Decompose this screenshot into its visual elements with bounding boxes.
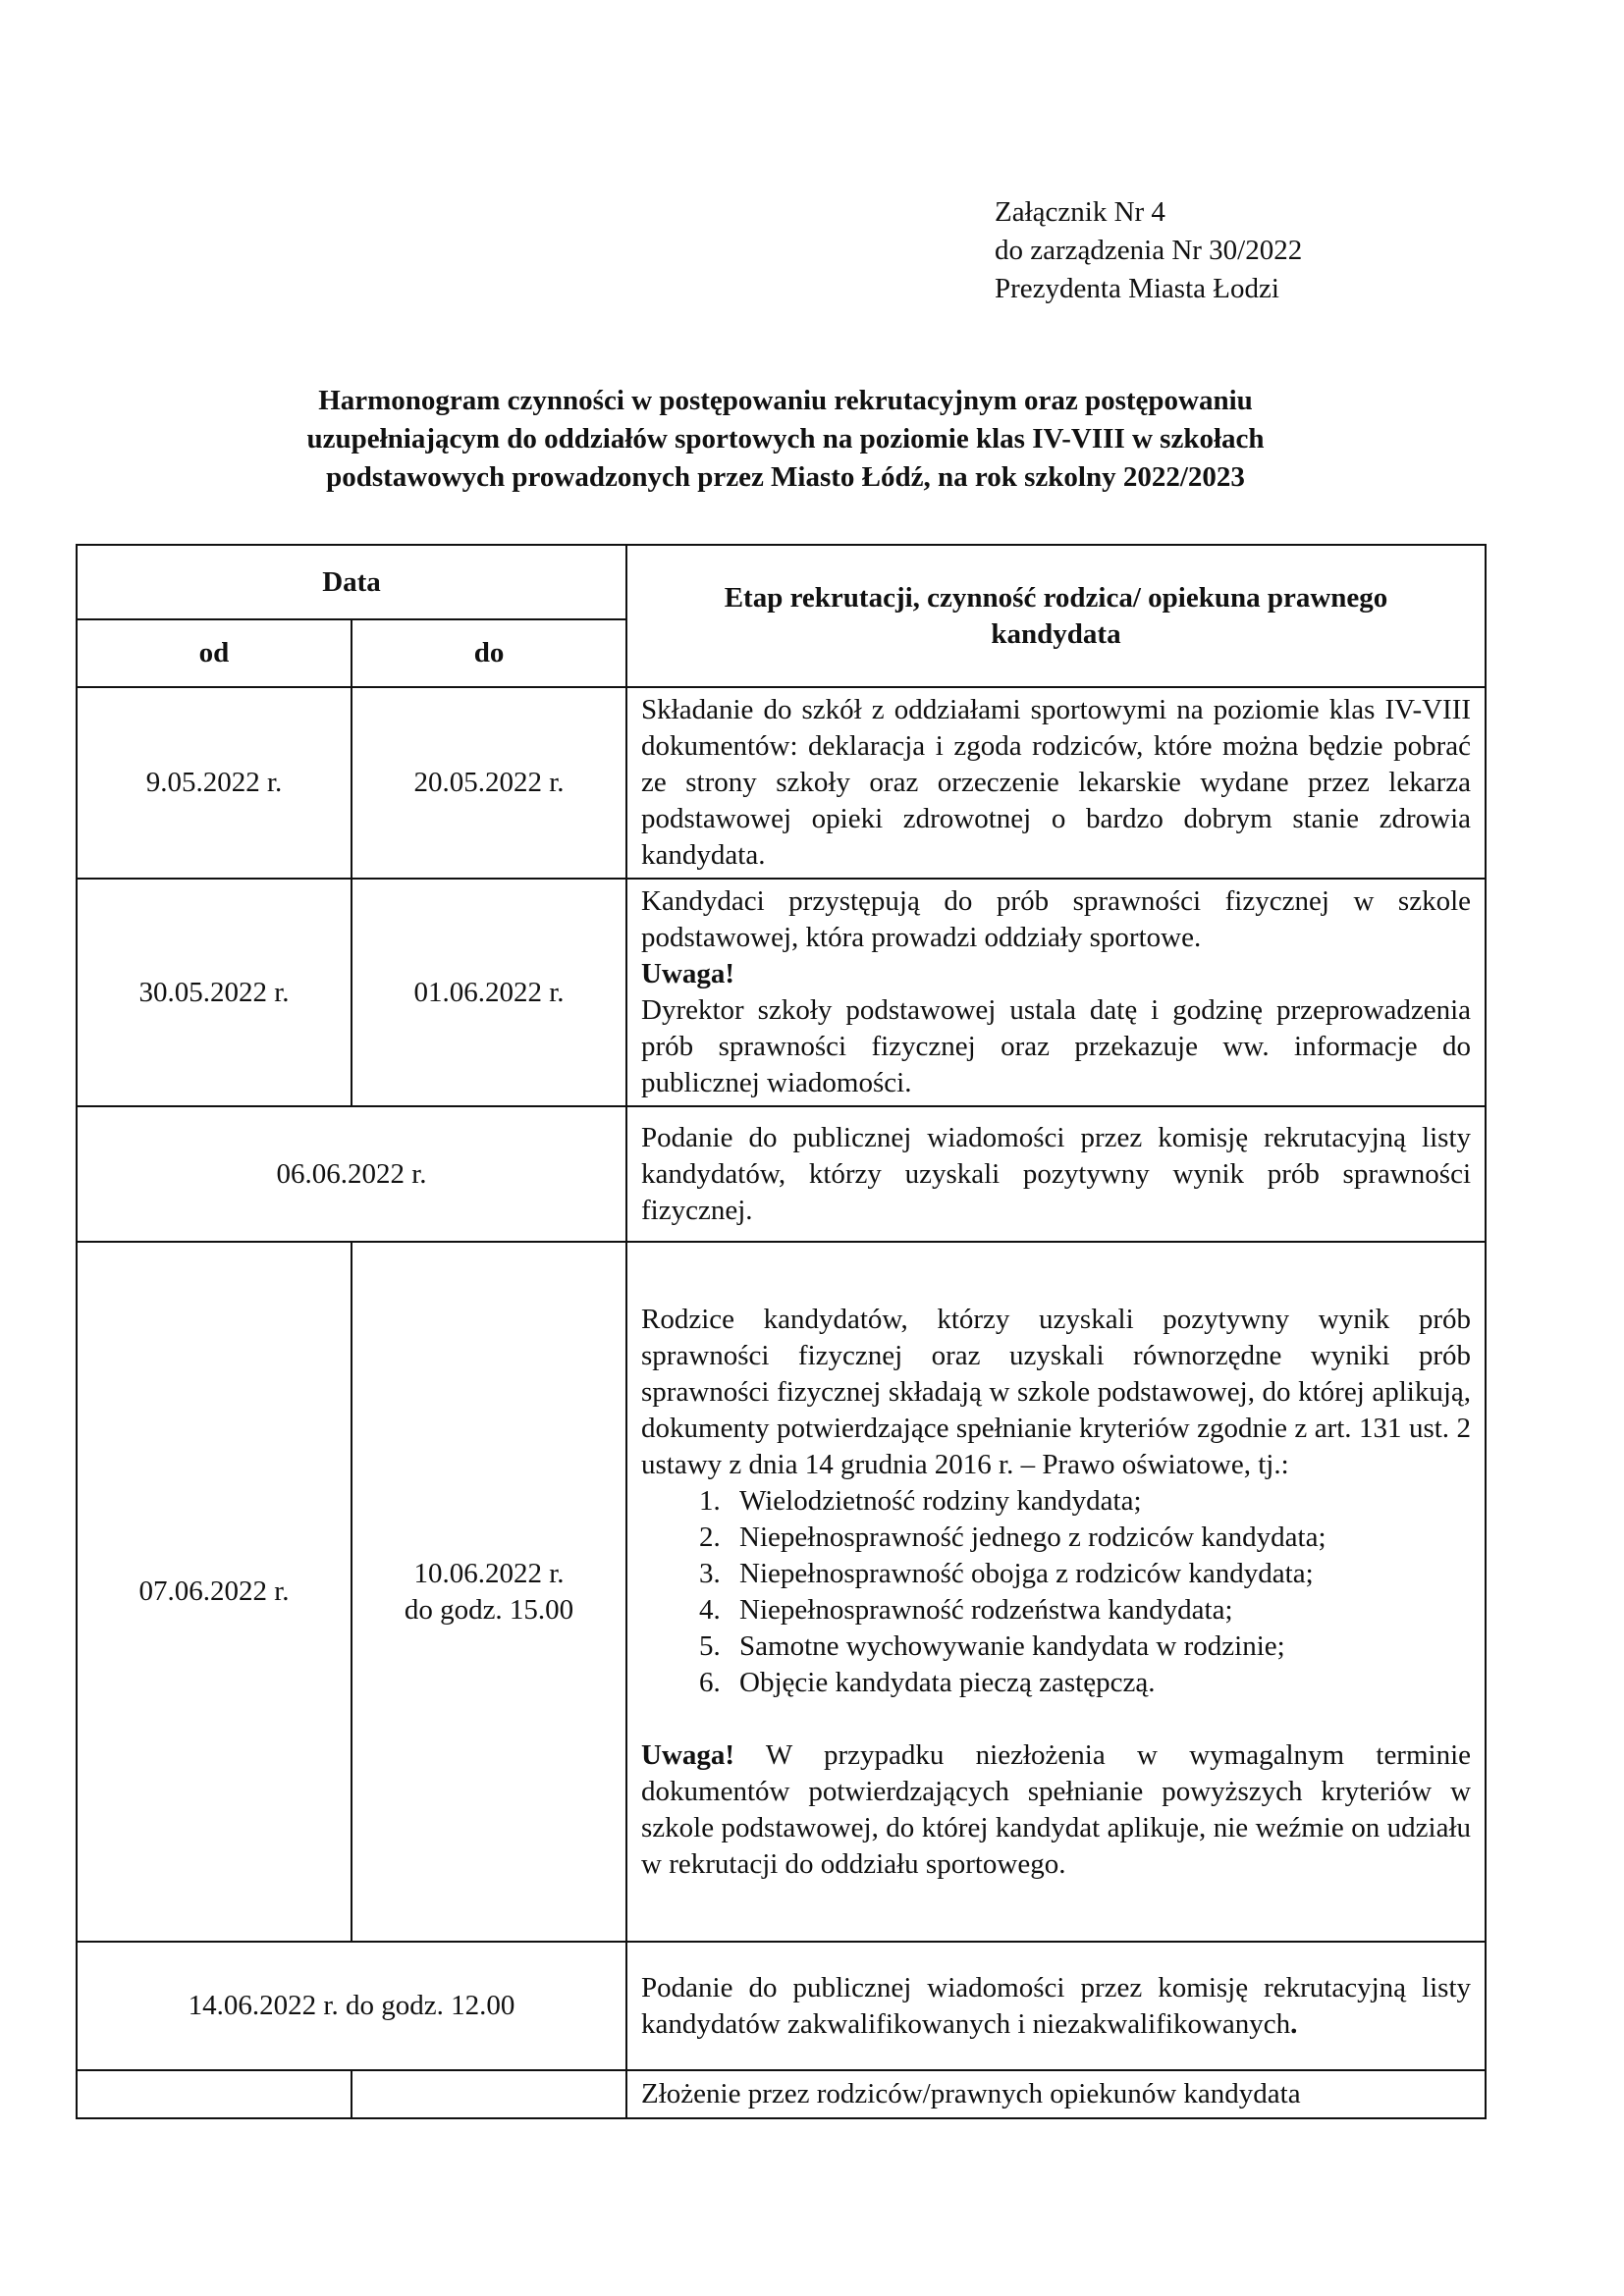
row5-text-end: . [1290, 2007, 1298, 2040]
list-item: 4. Niepełnosprawność rodzeństwa kandydata; [728, 1592, 1471, 1629]
row2-note: Dyrektor szkoły podstawowej ustala datę i godzinę przeprowadzenia prób sprawności fizycznej oraz przekazuje ww. informacje do publicznej wiadomości. [641, 994, 1472, 1098]
row1-text: Składanie do szkół z oddziałami sportowymi na poziomie klas IV-VIII dokumentów: deklaracja i zgoda rodziców, które można będzie pobrać ze strony szkoły oraz orzeczenie lekarskie wydane przez lekarza podstawowej opieki zdrowotnej o bardzo dobrym stanie zdrowia kandydata. [641, 694, 1472, 871]
paragraph-gap [641, 1701, 1471, 1737]
row4-text: Rodzice kandydatów, którzy uzyskali pozytywny wynik prób sprawności fizycznej oraz uzyskali równorzędne wyniki prób sprawności fizycznej składają w szkole podstawowej, do której aplikują, dokumenty potwierdzające spełnianie kryteriów zgodnie z art. 131 ust. 2 ustawy z dnia 14 grudnia 2016 r. – Prawo oświatowe, tj.: [641, 1303, 1472, 1480]
attachment-number: Załącznik Nr 4 [995, 196, 1165, 228]
document-title [98, 382, 1473, 497]
row5-text: Podanie do publicznej wiadomości przez komisję rekrutacyjną listy kandydatów zakwalifikowanych i niezakwalifikowanych [641, 1971, 1472, 2040]
table-row [77, 879, 1486, 1106]
attachment-ordinance: do zarządzenia Nr 30/2022 [995, 235, 1303, 266]
row5-description [626, 1942, 1486, 2070]
attachment-issuer: Prezydenta Miasta Łodzi [995, 273, 1279, 304]
row4-note: W przypadku niezłożenia w wymagalnym terminie dokumentów potwierdzających spełnianie powyższych kryteriów w szkole podstawowej, do której kandydat aplikuje, nie weźmie on udziału w rekrutacji do oddziału sportowego. [641, 1738, 1472, 1880]
row4-to [352, 1242, 626, 1942]
row6-text: Złożenie przez rodziców/prawnych opiekunów kandydata [641, 2078, 1301, 2109]
header-from: od [77, 619, 352, 687]
row2-note-label: Uwaga! [641, 958, 735, 989]
row3-date: 06.06.2022 r. [77, 1106, 626, 1242]
list-item: 6. Objęcie kandydata pieczą zastępczą. [728, 1665, 1471, 1701]
table-header-row [77, 545, 1486, 619]
row1-from: 9.05.2022 r. [77, 687, 352, 879]
title-line-1: Harmonogram czynności w postępowaniu rekrutacyjnym oraz postępowaniu [318, 385, 1253, 416]
list-item: 3. Niepełnosprawność obojga z rodziców kandydata; [728, 1556, 1471, 1592]
row4-note-paragraph [641, 1737, 1471, 1883]
header-stage [626, 545, 1486, 687]
row1-description [626, 687, 1486, 879]
row6-description [626, 2070, 1486, 2118]
list-item: 5. Samotne wychowywanie kandydata w rodzinie; [728, 1629, 1471, 1665]
row5-date: 14.06.2022 r. do godz. 12.00 [77, 1942, 626, 2070]
row4-note-label: Uwaga! [641, 1738, 735, 1771]
row3-description [626, 1106, 1486, 1242]
row5-paragraph [641, 1970, 1471, 2043]
row2-description [626, 879, 1486, 1106]
row4-to-time: do godz. 15.00 [404, 1593, 574, 1626]
row6-from [77, 2070, 352, 2118]
row2-text: Kandydaci przystępują do prób sprawności fizycznej w szkole podstawowej, która prowadzi oddziały sportowe. [641, 885, 1472, 953]
header-stage-line-2: kandydata [991, 617, 1121, 650]
row4-from: 07.06.2022 r. [77, 1242, 352, 1942]
header-date: Data [77, 545, 626, 619]
table-row [77, 1242, 1486, 1942]
table-row [77, 2070, 1486, 2118]
schedule-table [76, 544, 1487, 2119]
criteria-list [641, 1483, 1471, 1701]
list-item: 1. Wielodzietność rodziny kandydata; [728, 1483, 1471, 1520]
row2-from: 30.05.2022 r. [77, 879, 352, 1106]
header-stage-line-1: Etap rekrutacji, czynność rodzica/ opiekuna prawnego [724, 581, 1388, 614]
row6-to [352, 2070, 626, 2118]
row2-to: 01.06.2022 r. [352, 879, 626, 1106]
row3-text: Podanie do publicznej wiadomości przez komisję rekrutacyjną listy kandydatów, którzy uzyskali pozytywny wynik prób sprawności fizycznej. [641, 1121, 1472, 1226]
title-line-2: uzupełniającym do oddziałów sportowych na poziomie klas IV-VIII w szkołach [306, 423, 1265, 454]
title-line-3: podstawowych prowadzonych przez Miasto Łódź, na rok szkolny 2022/2023 [326, 461, 1245, 493]
table-row [77, 1942, 1486, 2070]
row1-to: 20.05.2022 r. [352, 687, 626, 879]
table-row [77, 687, 1486, 879]
header-to: do [352, 619, 626, 687]
table-row [77, 1106, 1486, 1242]
row4-description [626, 1242, 1486, 1942]
row4-to-date: 10.06.2022 r. [413, 1557, 565, 1589]
attachment-header [995, 193, 1302, 308]
list-item: 2. Niepełnosprawność jednego z rodziców kandydata; [728, 1520, 1471, 1556]
